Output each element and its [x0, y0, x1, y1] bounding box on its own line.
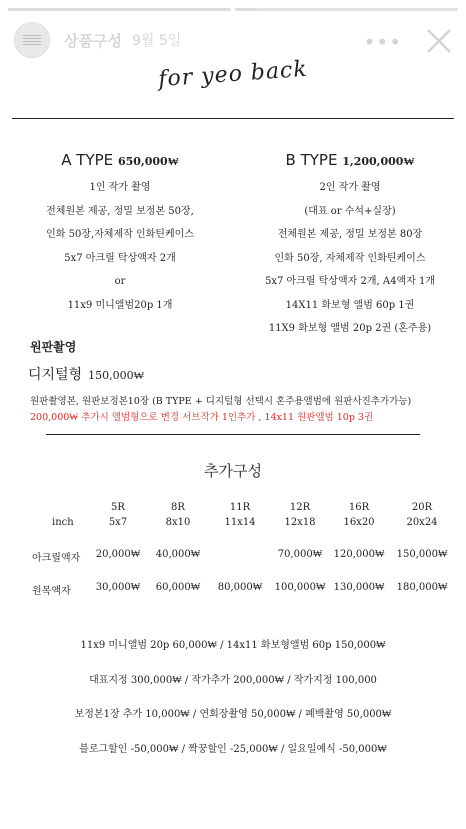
- avatar[interactable]: [14, 22, 50, 58]
- more-dots-icon[interactable]: •••: [363, 30, 402, 54]
- divider: [46, 434, 420, 435]
- size-inch: 20x24: [406, 517, 438, 528]
- table-row: [28, 549, 448, 564]
- extra-line: 대표지정 300,000₩ / 작가추가 200,000₩ / 작가지정 100,000: [89, 674, 377, 686]
- extra-line: 블로그할인 -50,000₩ / 짝꿍할인 -25,000₩ / 일요일예식 -50,000₩: [79, 743, 387, 755]
- size-inch: 16x20: [343, 517, 375, 528]
- package-b: [240, 150, 460, 341]
- package-line: 11x9 미니앨범20p 1개: [67, 299, 173, 311]
- price-cell: 70,000₩: [277, 549, 323, 560]
- size-inch: 12x18: [284, 517, 316, 528]
- package-price: 1,200,000₩: [342, 155, 415, 168]
- extra-line: 11x9 미니앨범 20p 60,000₩ / 14x11 화보형앨범 60p 150,000₩: [80, 640, 386, 651]
- package-name: A TYPE: [61, 151, 114, 169]
- size-inch: 11x14: [224, 517, 256, 528]
- extra-line: 보정본1장 추가 10,000₩ / 연회장촬영 50,000₩ / 폐백촬영 50,000₩: [74, 709, 392, 720]
- price-cell: 150,000₩: [396, 549, 448, 560]
- original-description: 원판촬영본, 원판보정본10장 (B TYPE + 디지털형 선택시 혼주용앨범에 원판사진추가가능): [30, 396, 412, 407]
- size-r: 5R: [111, 502, 125, 513]
- package-line: or: [114, 276, 126, 287]
- package-a: [20, 150, 220, 317]
- price-cell: 130,000₩: [333, 582, 385, 593]
- package-line: 전체원본 제공, 정밀 보정본 50장,: [46, 205, 194, 217]
- package-line: 인화 50장,자체제작 인화틴케이스: [46, 229, 194, 240]
- row-label: 원목액자: [32, 586, 71, 597]
- size-r: 12R: [289, 502, 311, 513]
- table-row: [28, 582, 448, 597]
- package-line: 인화 50장, 자체제작 인화틴케이스: [274, 252, 426, 264]
- inch-label: inch: [52, 517, 74, 528]
- size-r: 20R: [411, 502, 433, 513]
- price-cell: 120,000₩: [333, 549, 385, 560]
- price-cell: 100,000₩: [274, 582, 326, 593]
- price-cell: 80,000₩: [217, 582, 263, 593]
- price-cell: 40,000₩: [155, 549, 201, 560]
- package-line: 전체원본 제공, 정밀 보정본 80장: [277, 229, 423, 240]
- price-cell: 20,000₩: [95, 549, 141, 560]
- size-inch-row: [28, 517, 438, 531]
- price-cell: 60,000₩: [155, 582, 201, 593]
- extra-options: [0, 636, 466, 774]
- package-line: 11X9 화보형 앨범 20p 2권 (혼주용): [268, 323, 432, 334]
- package-title: [20, 150, 220, 172]
- script-logo: for yeo back: [157, 56, 309, 93]
- original-note: 200,000₩ 추가시 앨범형으로 변경 서브작가 1인추가 , 14x11 원판앨범 10p 3권: [30, 412, 374, 423]
- story-progress-bar: [8, 8, 458, 11]
- size-inch: 5x7: [108, 517, 128, 528]
- price-cell: 180,000₩: [396, 582, 448, 593]
- digital-price: 150,000₩: [88, 369, 144, 382]
- package-line: 5x7 아크릴 탁상액자 2개, A4액자 1개: [264, 276, 435, 287]
- username[interactable]: 상품구성: [64, 31, 122, 50]
- story-progress-segment: [235, 8, 458, 11]
- package-line: 2인 작가 촬영: [319, 182, 381, 193]
- digital-name: 디지털형: [28, 367, 83, 383]
- package-price: 650,000₩: [117, 155, 179, 168]
- size-r: 8R: [171, 502, 185, 513]
- size-r-row: [28, 502, 433, 516]
- package-line: (대표 or 수석+실장): [304, 205, 396, 217]
- package-title: [240, 150, 460, 172]
- package-name: B TYPE: [285, 151, 338, 169]
- size-inch: 8x10: [165, 517, 191, 528]
- row-label: 아크릴액자: [32, 553, 81, 564]
- story-progress-segment: [8, 8, 231, 11]
- size-r: 11R: [229, 502, 251, 513]
- package-line: 14X11 화보형 앨범 60p 1권: [285, 299, 415, 311]
- digital-product: [28, 364, 144, 384]
- price-cell: 30,000₩: [95, 582, 141, 593]
- original-heading: 원판촬영: [30, 340, 77, 354]
- post-time: 9월 5일: [131, 33, 182, 49]
- package-line: 5x7 아크릴 탁상액자 2개: [64, 252, 176, 264]
- divider: [12, 118, 454, 119]
- additional-title: 추가구성: [204, 462, 262, 480]
- package-line: 1인 작가 촬영: [89, 182, 151, 193]
- size-r: 16R: [348, 502, 370, 513]
